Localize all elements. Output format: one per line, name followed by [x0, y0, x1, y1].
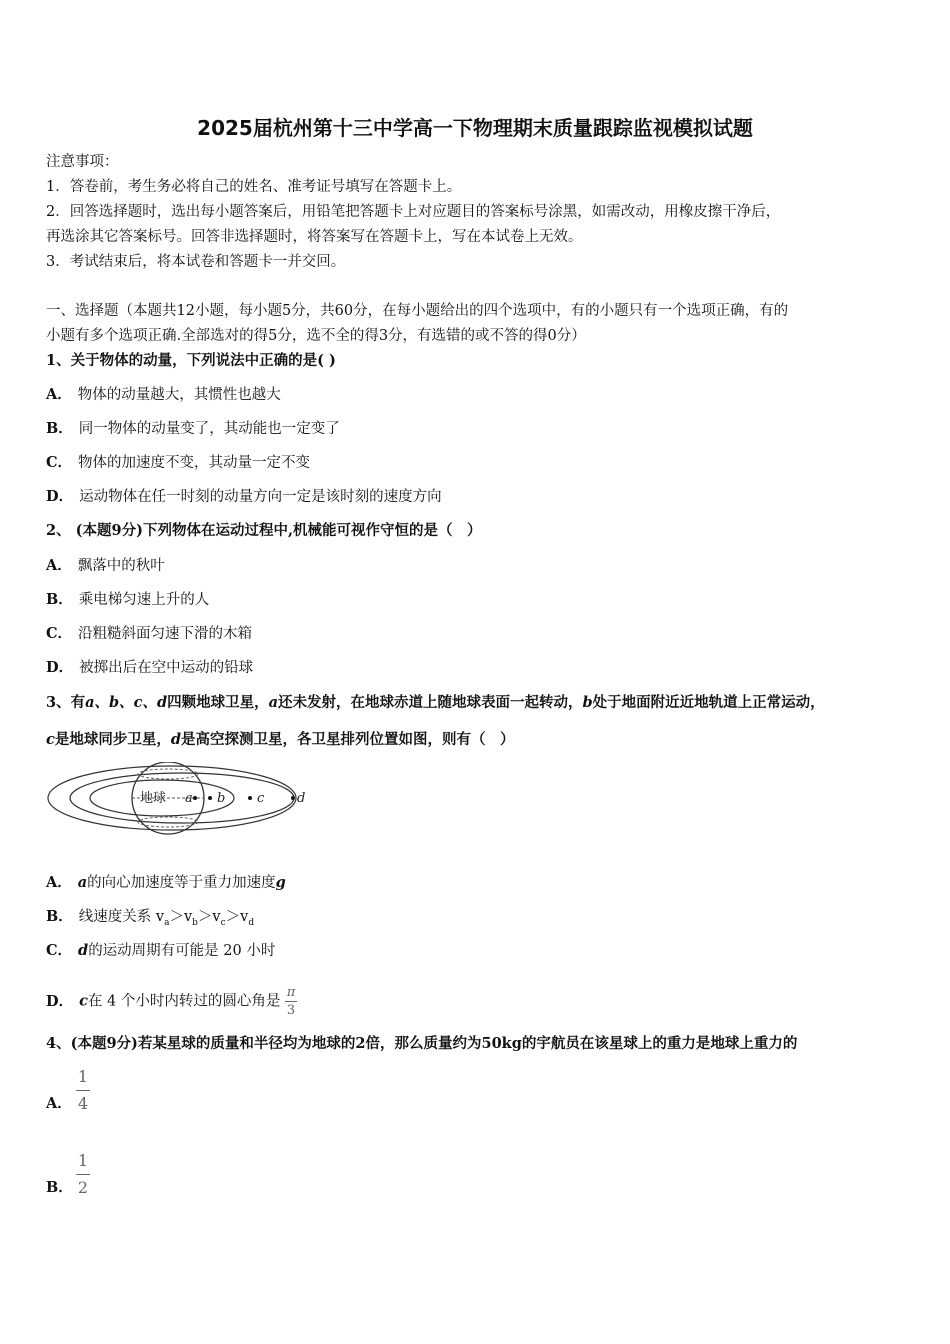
- page-title: 2025届杭州第十三中学高一下物理期末质量跟踪监视模拟试题: [197, 116, 753, 140]
- satellite-a-dot: [193, 796, 197, 800]
- q3-option-d: D． c在 4 个小时内转过的圆心角是 $\frac{\pi}{3}$: [46, 985, 296, 1018]
- q3-option-b: B． 线速度关系 $v_a>v_b>v_c>v_d$: [46, 908, 255, 928]
- q3-option-a: A． a的向心加速度等于重力加速度g: [46, 874, 286, 891]
- notice-item-3: 3．考试结束后，将本试卷和答题卡一并交回。: [46, 254, 346, 270]
- satellite-a-label: a: [185, 791, 193, 806]
- satellite-c-label: c: [257, 791, 265, 806]
- q4-option-b-label: B．: [46, 1179, 73, 1196]
- q4-option-a-fraction: 1 4: [77, 1067, 89, 1113]
- notice-heading: 注意事项：: [46, 154, 119, 170]
- q2-option-c: C． 沿粗糙斜面匀速下滑的木箱: [46, 625, 253, 642]
- q2-option-a: A． 飘落中的秋叶: [46, 557, 165, 574]
- q1-option-c: C． 物体的加速度不变，其动量一定不变: [46, 454, 311, 471]
- satellite-c-dot: [248, 796, 252, 800]
- section-heading-line1: 一、选择题（本题共12小题，每小题5分，共60分，在每小题给出的四个选项中，有的小题只有一个选项正确，有的: [46, 303, 789, 319]
- q3-stem-line1: 3、有a、b、c、d四颗地球卫星，a还未发射，在地球赤道上随地球表面一起转动，b处于地面附近近地轨道上正常运动，: [46, 694, 825, 711]
- q4-stem: 4、(本题9分)若某星球的质量和半径均为地球的2倍，那么质量约为50kg的宇航员在该星球上的重力是地球上重力的: [46, 1035, 798, 1052]
- q4-option-a-label: A．: [46, 1095, 72, 1112]
- satellite-d-label: d: [297, 791, 306, 806]
- satellite-orbit-diagram: [44, 762, 324, 838]
- q2-option-d: D． 被掷出后在空中运动的铅球: [46, 659, 254, 676]
- q1-stem: 1、关于物体的动量，下列说法中正确的是( ): [46, 352, 336, 369]
- q1-option-d: D． 运动物体在任一时刻的动量方向一定是该时刻的速度方向: [46, 488, 442, 505]
- notice-item-2-cont: 再选涂其它答案标号。回答非选择题时，将答案写在答题卡上，写在本试卷上无效。: [46, 229, 583, 245]
- q3-stem-line2: c是地球同步卫星，d是高空探测卫星，各卫星排列位置如图，则有（ ）: [46, 731, 515, 748]
- q1-option-b: B． 同一物体的动量变了，其动能也一定变了: [46, 420, 340, 437]
- satellite-b-label: b: [217, 791, 226, 806]
- q3-option-c: C． d的运动周期有可能是 20 小时: [46, 942, 276, 959]
- earth-label: 地球: [140, 791, 167, 806]
- q4-option-b-fraction: 1 2: [77, 1151, 89, 1197]
- q1-option-a: A． 物体的动量越大，其惯性也越大: [46, 386, 281, 403]
- q2-stem: 2、 (本题9分)下列物体在运动过程中,机械能可视作守恒的是（ ）: [46, 522, 482, 539]
- q2-option-b: B． 乘电梯匀速上升的人: [46, 591, 210, 608]
- section-heading-line2: 小题有多个选项正确.全部选对的得5分，选不全的得3分，有选错的或不答的得0分）: [46, 328, 586, 344]
- satellite-d-dot: [291, 796, 295, 800]
- notice-item-1: 1．答卷前，考生务必将自己的姓名、准考证号填写在答题卡上。: [46, 179, 462, 195]
- satellite-b-dot: [208, 796, 212, 800]
- pi-over-3-fraction: $\frac{\pi}{3}$: [286, 985, 296, 1018]
- notice-item-2: 2．回答选择题时，选出每小题答案后，用铅笔把答题卡上对应题目的答案标号涂黑，如需改动，用橡皮擦干净后，: [46, 204, 781, 220]
